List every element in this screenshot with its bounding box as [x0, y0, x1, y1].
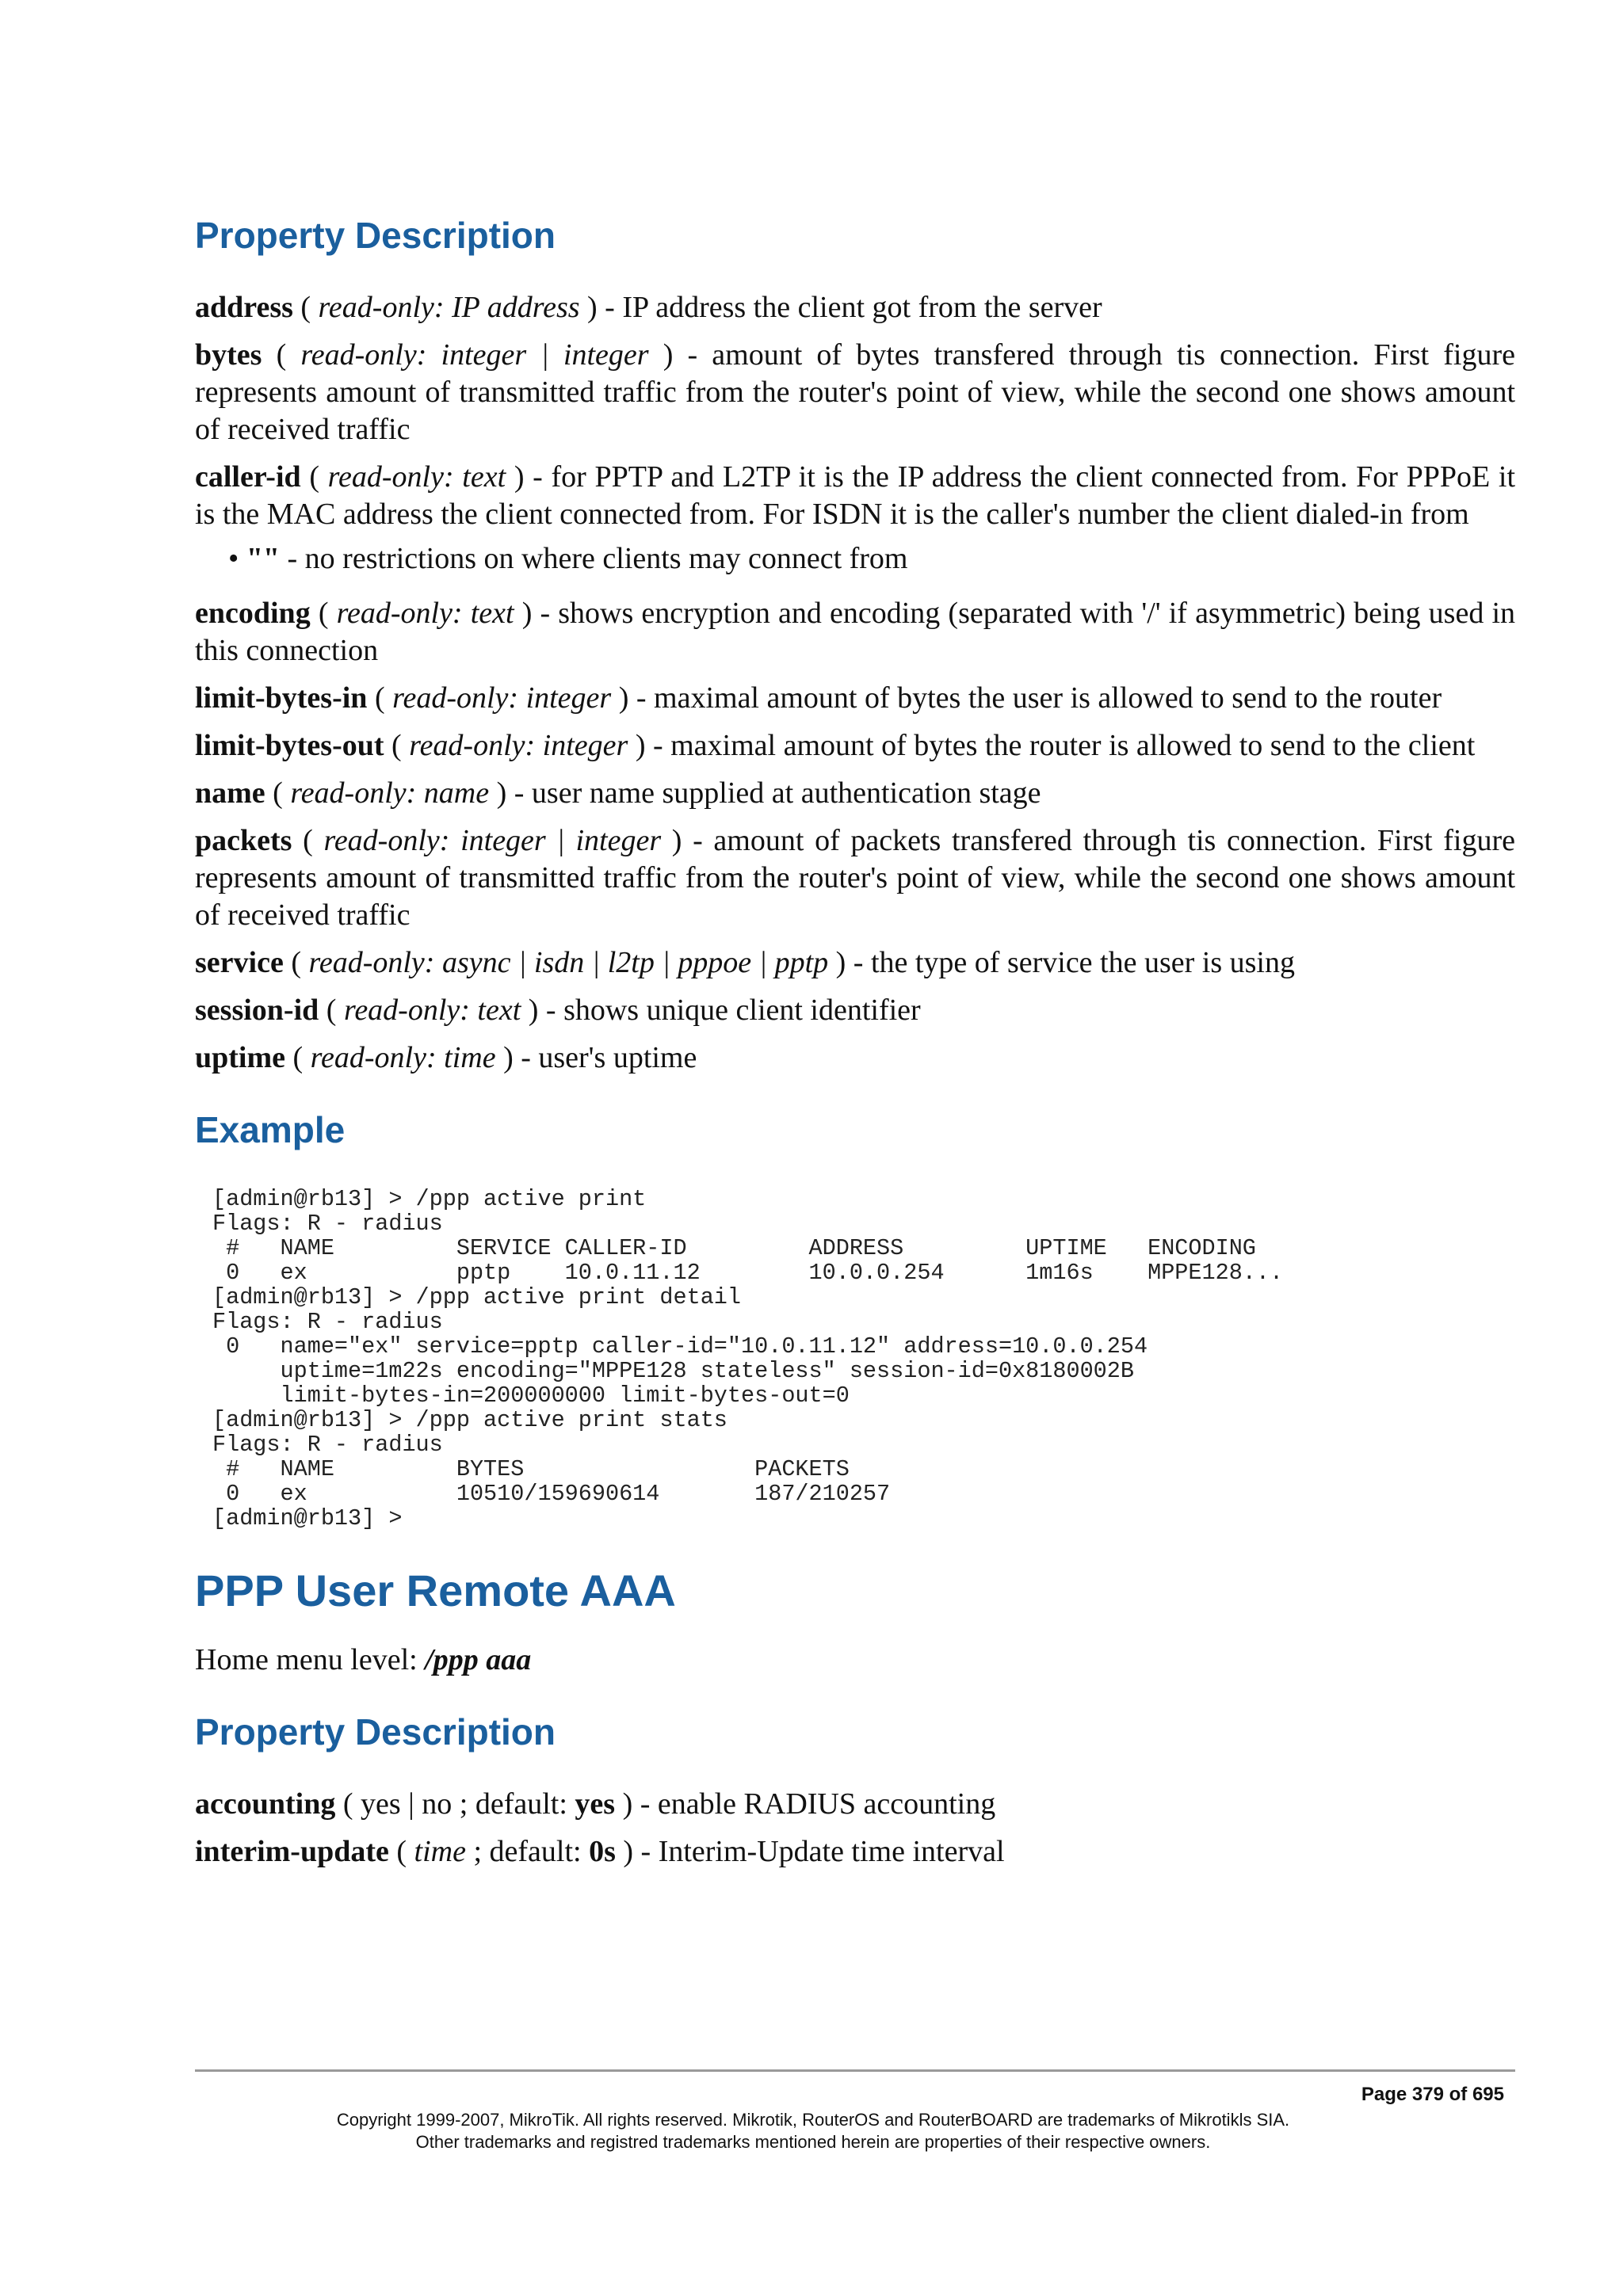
page-number: Page 379 of 695: [1361, 2084, 1504, 2105]
prop-address: address ( read-only: IP address ) - IP address the client got from the server: [195, 291, 1102, 325]
prop-interim-update: interim-update ( time ; default: 0s ) - Interim-Update time interval: [195, 1834, 1005, 1868]
prop-encoding: encoding ( read-only: text ) - shows encryption and encoding (separated with '/' if asymmetric) being used in this connection: [195, 597, 1515, 668]
section-heading-example: Example: [195, 1109, 346, 1151]
example-code-block: [admin@rb13] > /ppp active print Flags: R - radius # NAME SERVICE CALLER-ID ADDRESS UPTIME ENCODING 0 ex pptp 10.0.11.12 10.0.0.254 1m16s MPPE128... [admin@rb13] > /ppp active print detail Flags: R - radius 0 name="ex" service=pptp caller-id="10.0.11.12" address=10.0.0.254 uptime=1m22s encoding="MPPE128 stateless" session-id=0x8180002B limit-bytes-in=200000000 limit-bytes-out=0 [admin@rb13] > /ppp active print stats Flags: R - radius # NAME BYTES PACKETS 0 ex 10510/159690614 187/210257 [admin@rb13] >: [212, 1186, 1284, 1532]
footer-divider: [195, 2069, 1515, 2072]
caller-id-bullet: • "" - no restrictions on where clients may connect from: [228, 542, 908, 576]
home-menu-level: Home menu level: /ppp aaa: [195, 1642, 532, 1676]
footer-copyright: [195, 2109, 1431, 2153]
document-page: [195, 214, 1515, 1881]
prop-limit-bytes-in: limit-bytes-in ( read-only: integer ) - maximal amount of bytes the user is allowed to send to the router: [195, 681, 1442, 715]
prop-session-id: session-id ( read-only: text ) - shows unique client identifier: [195, 994, 921, 1028]
prop-uptime: uptime ( read-only: time ) - user's uptime: [195, 1041, 697, 1075]
section-heading-aaa-property-description: Property Description: [195, 1711, 556, 1753]
prop-service: service ( read-only: async | isdn | l2tp | pppoe | pptp ) - the type of service the user is using: [195, 946, 1295, 980]
copyright-line-2: Other trademarks and registred trademarks mentioned herein are properties of their respective owners.: [415, 2132, 1211, 2152]
prop-caller-id: caller-id ( read-only: text ) - for PPTP and L2TP it is the IP address the client connected from. For PPPoE it is the MAC address the client connected from. For ISDN it is the caller's number the client dialed-in from: [195, 460, 1516, 532]
copyright-line-1: Copyright 1999-2007, MikroTik. All rights reserved. Mikrotik, RouterOS and RouterBOARD are trademarks of Mikrotikls SIA.: [336, 2110, 1290, 2130]
prop-limit-bytes-out: limit-bytes-out ( read-only: integer ) - maximal amount of bytes the router is allowed to send to the client: [195, 729, 1476, 763]
prop-accounting: accounting ( yes | no ; default: yes ) - enable RADIUS accounting: [195, 1787, 996, 1821]
section-heading-property-description: Property Description: [195, 215, 556, 256]
prop-bytes: bytes ( read-only: integer | integer ) - amount of bytes transfered through tis connection. First figure represents amount of transmitted traffic from the router's point of view, while the second one shows amount of received traffic: [195, 338, 1515, 447]
prop-name: name ( read-only: name ) - user name supplied at authentication stage: [195, 776, 1041, 810]
prop-packets: packets ( read-only: integer | integer ) - amount of packets transfered through tis connection. First figure represents amount of transmitted traffic from the router's point of view, while the second one shows amount of received traffic: [195, 824, 1515, 933]
chapter-heading-ppp-user-remote-aaa: PPP User Remote AAA: [195, 1566, 676, 1616]
